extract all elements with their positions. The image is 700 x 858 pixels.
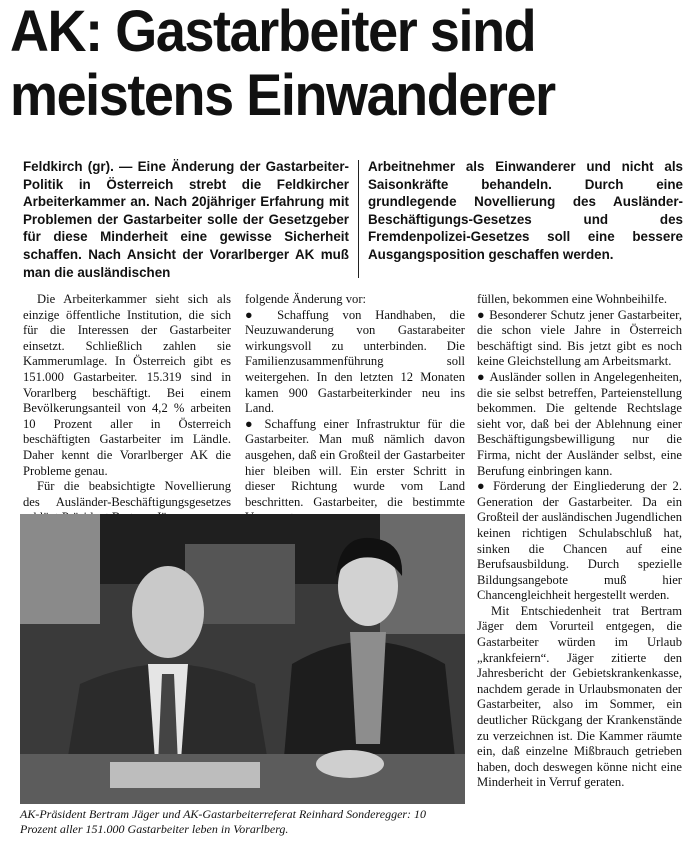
lead-paragraph-left: Feldkirch (gr). — Eine Änderung der Gastarbeiter-Politik in Österreich strebt die Feldkircher Arbeiterkammer an. Nach 20jähriger Erfahrung mit Problemen der Gastarbeiter solle der Gesetzgeber für diese Minderheit eine gewisse Sicherheit schaffen. Nach Ansicht der Vorarlberger AK muß man die ausländischen — [23, 159, 349, 280]
col3-bullet-1: ● Besonderer Schutz jener Gastarbeiter, die schon viele Jahre in Österreich beschäftigt sind. Bis jetzt gibt es noch keine Gleichstellung am Arbeitsmarkt. — [477, 307, 682, 369]
photo-caption: AK-Präsident Bertram Jäger und AK-Gastarbeiterreferat Reinhard Sonderegger: 10 Prozent aller 151.000 Gastarbeiter leben in Vorarlberg. — [20, 807, 427, 836]
photo-papers — [110, 762, 260, 788]
col1-paragraph-2: Für die beabsichtigte Novellierung des Ausländer-Beschäftigungsgesetzes — [23, 479, 231, 509]
article-column-1 — [23, 292, 231, 526]
headline-line-2: meistens Einwanderer — [10, 63, 555, 128]
article-column-3 — [477, 292, 682, 791]
col2-bullet-1: ● Schaffung von Handhaben, die Neuzuwanderung von Gastarabeiter wirkungsvoll zu unterbinden. Die Familienzusammenführung soll weitergehen. In den letzten 12 Monaten kamen 900 Gastarbeiterkinder neu ins Land. — [245, 307, 465, 416]
photo-window — [20, 514, 100, 624]
col3-paragraph-final: Mit Entschiedenheit trat Bertram Jäger dem Vorurteil entgegen, die Gastarbeiter würden im Urlaub „krankfeiern“. Jäger zitierte den Jahresbericht der Gebietskrankenkasse, nachdem gerade in Urlaubsmonaten der Gastarbeiter, also im Sommer, ein deutlicher Rückgang der Krankenstände zu verzeichnen ist. Die Kammer räumte ein, daß einzelne Mißbrauch getrieben haben, doch deswegen könne nicht eine Minderheit in Verruf geraten. — [477, 603, 682, 790]
photo-hand — [316, 750, 384, 778]
person-right-shirt — [350, 632, 386, 744]
col2-bullet-2: ● Schaffung einer Infrastruktur für die Gastarbeiter. Man muß nämlich davon ausgehen, daß ein Großteil der Gastarbeiter hier bleiben will. Ein erster Schritt in dieser Richtung wurde vom Land beschritten. Gastarbeiter, die bestimmte — [245, 416, 465, 509]
headline-line-1: AK: Gastarbeiter sind — [10, 0, 536, 64]
photo-illustration — [20, 514, 465, 804]
person-left-head — [132, 566, 204, 658]
col3-paragraph-1: füllen, bekommen eine Wohnbeihilfe. — [477, 292, 668, 306]
lead-divider — [358, 160, 359, 278]
article-column-2 — [245, 292, 465, 526]
press-photo — [20, 514, 465, 804]
col1-paragraph-1: Die Arbeiterkammer sieht sich als einzige öffentliche Institution, die sich für die Interessen der Gastarbeiter einsetzt. Schließlich zahlen sie Kammerumlage. In Österreich gibt es 151.000 Gastarbeiter. 15.319 sind in Vorarlberg beschäftigt. Bei einem Bevölkerungsanteil von 4,2 % arbeiten 10 Prozent aller in Österreich beschäftigten Gastarbeiter im Ländle. Daher kennt die Vorarlberger AK die Probleme genau. — [23, 292, 231, 478]
col2-paragraph-1: folgende Änderung vor: — [245, 292, 367, 306]
lead-paragraph-right: Arbeitnehmer als Einwanderer und nicht als Saisonkräfte behandeln. Durch eine grundlegende Novellierung des Ausländer-Beschäftigungs-Gesetzes und des Fremdenpolizei-Gesetzes soll eine bessere Ausgangsposition geschaffen werden. — [368, 159, 683, 262]
col3-bullet-3: ● Förderung der Eingliederung der 2. Generation der Gastarbeiter. Da ein Großteil der ausländischen Jugendlichen keinen richtigen Schulabschluß hat, sinken die Chancen auf eine Berufsausbildung. Durch spezielle Bildungsangebote muß hier Chancengleichheit hergestellt werden. — [477, 479, 682, 603]
headline — [10, 0, 646, 128]
col3-bullet-2: ● Ausländer sollen in Angelegenheiten, die sie selbst betreffen, Parteienstellung bekommen. Die geltende Rechtslage sieht vor, daß bei der Ablehnung einer Beschäftigungsbewilligung nur die Firma, nicht der Ausländer selbst, eine Berufung einbringen kann. — [477, 369, 682, 478]
